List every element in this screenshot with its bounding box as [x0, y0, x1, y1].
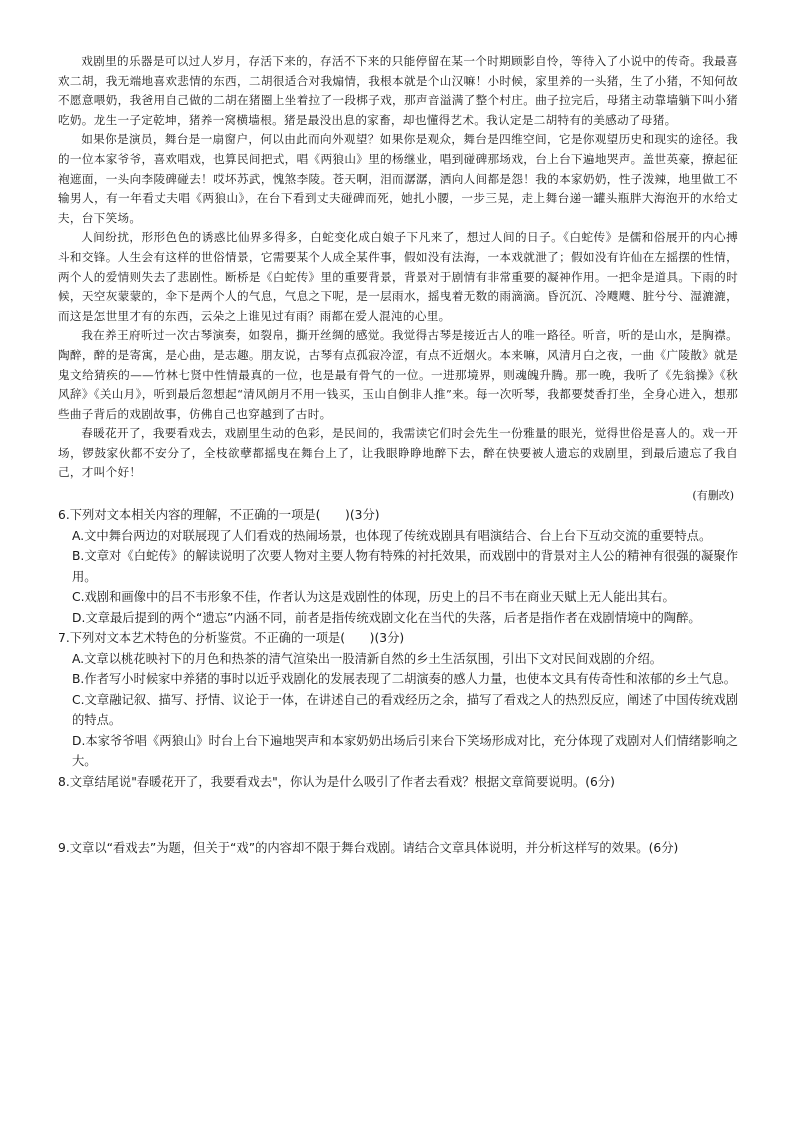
question-7	[58, 628, 738, 772]
option-c: C.戏剧和画像中的吕不韦形象不佳，作者认为这是戏剧性的体现，历史上的吕不韦在商业天赋上无人能出其右。	[72, 590, 675, 605]
option-a: A.文中舞台两边的对联展现了人们看戏的热闹场景，也体现了传统戏剧具有唱演结合、台上台下互动交流的重要特点。	[72, 528, 712, 543]
exam-page	[58, 52, 738, 859]
passage-paragraph: 人间纷扰，形形色色的诱惑比仙界多得多，白蛇变化成白娘子下凡来了，想过人间的日子。《白蛇传》是儒和俗展开的内心搏斗和交锋。人生会有这样的世俗情景，它需要某个人成全某件事，假如没有法海，一本戏就泄了；假如没有许仙在左摇摆的性情，两个人的爱情则失去了悲剧性。断桥是《白蛇传》里的重要背景，背景对于剧情有非常重要的凝神作用。一把伞是道具。下雨的时候，天空灰蒙蒙的，伞下是两个人的气息，气息之下呢，是一层雨水，摇曳着无数的雨滴滴。昏沉沉、冷飕飕、脏兮兮、湿漉漉，而这是怎世里才有的东西，云朵之上谁见过有雨？雨都在爱人混沌的心里。	[58, 230, 738, 323]
question-stem: 9.文章以“看戏去”为题，但关于“戏”的内容却不限于舞台戏剧。请结合文章具体说明，并分析这样写的效果。(6分)	[58, 841, 679, 856]
question-6	[58, 505, 738, 628]
passage-paragraph: 戏剧里的乐器是可以过人岁月，存活下来的，存活不下来的只能停留在某一个时期顾影自怜，等待入了小说中的传奇。我最喜欢二胡，我无端地喜欢悲情的东西，二胡很适合对我煽情，我根本就是个山汉嘛！小时候，家里养的一头猪，生了小猪，不知何故不愿意喂奶，我爸用自己做的二胡在猪圈上坐着拉了一段梆子戏，那声音溢满了整个村庄。曲子拉完后，母猪主动靠墙躺下叫小猪吃奶。龙生一子定乾坤，猪养一窝横墙根。猪是最没出息的家畜，却也懂得艺术。我认定是二胡特有的美感动了母猪。	[58, 54, 738, 127]
passage-paragraph: 如果你是演员，舞台是一扇窗户，何以由此而向外观望？如果你是观众，舞台是四维空间，它是你观望历史和现实的途径。我的一位本家爷爷，喜欢唱戏，也算民间把式，唱《两狼山》里的杨继业，唱到碰碑那场戏，台上台下遍地哭声。盖世英豪，撩起征袍遮面，一头向李陵碑碰去！哎坏苏武，愧煞李陵。苍天啊，泪而潺潺，洒向人间都是怨！我的本家奶奶，性子泼辣，地里做工不输男人，有一年看丈夫唱《两狼山》，在台下看到丈夫碰碑而死，她扎小腰，一步三晃，走上舞台递一罐头瓶胖大海泡开的水给丈夫，台下笑场。	[58, 132, 738, 225]
passage-paragraph: 春暖花开了，我要看戏去，戏剧里生动的色彩，是民间的，我需读它们时会先生一份雅量的眼光，觉得世俗是喜人的。戏一开场，锣鼓家伙都不安分了，全枝欲孽都摇曳在舞台上了，让我眼睁睁地醉下去，醉在快要被人遗忘的戏剧里，到最后遗忘了我自己，才叫个好！	[58, 426, 738, 480]
option-a: A.文章以桃花映衬下的月色和热茶的清气渲染出一股清新自然的乡土生活氛围，引出下文对民间戏剧的介绍。	[72, 651, 663, 666]
passage-paragraph: 我在养王府听过一次古琴演奏，如裂帛，撕开丝绸的感觉。我觉得古琴是接近古人的唯一路径。听音，听的是山水，是胸襟。陶醉，醉的是寄寓，是心曲，是志趣。朋友说，古琴有点孤寂冷涩，有点不近烟火。本来嘛，风清月白之夜，一曲《广陵散》就是鬼文给猜疾的——竹林七贤中性情最真的一位，也是最有骨气的一位。一进那境界，则魂魄升腾。那一晚，我听了《先翁操》《秋风辞》《关山月》，听到最后忽想起“清风朗月不用一钱买，玉山自倒非人推”来。每一次听琴，我都要焚香打坐，全身心进入，想那些曲子背后的戏剧故事，仿佛自己也穿越到了古时。	[58, 328, 738, 421]
question-stem: 6.下列对文本相关内容的理解，不正确的一项是( )(3分)	[58, 508, 380, 523]
question-stem: 8.文章结尾说"春暖花开了，我要看戏去"，你认为是什么吸引了作者去看戏？根据文章简要说明。(6分)	[58, 774, 615, 789]
option-b: B.文章对《白蛇传》的解读说明了次要人物对主要人物有特殊的衬托效果，而戏剧中的背景对主人公的精神有很强的凝聚作用。	[72, 549, 738, 584]
answer-space[interactable]	[58, 792, 738, 838]
option-d: D.本家爷爷唱《两狼山》时台上台下遍地哭声和本家奶奶出场后引来台下笑场形成对比，充分体现了戏剧对人们情绪影响之大。	[72, 733, 738, 769]
edit-note: (有删改)	[692, 489, 734, 503]
option-b: B.作者写小时候家中养猪的事时以近乎戏剧化的发展表现了二胡演奏的感人力量，也使本文具有传奇性和浓郁的乡土气息。	[72, 672, 737, 687]
question-8	[58, 772, 738, 839]
option-d: D.文章最后提到的两个“遗忘”内涵不同，前者是指传统戏剧文化在当代的失落，后者是指作者在戏剧情境中的陶醉。	[72, 610, 701, 625]
question-9	[58, 838, 738, 859]
reading-passage	[58, 52, 738, 483]
question-stem: 7.下列对文本艺术特色的分析鉴赏。不正确的一项是( )(3分)	[58, 631, 405, 646]
option-c: C.文章融记叙、描写、抒情、议论于一体，在讲述自己的看戏经历之余，描写了看戏之人的热烈反应，阐述了中国传统戏剧的特点。	[72, 692, 738, 728]
